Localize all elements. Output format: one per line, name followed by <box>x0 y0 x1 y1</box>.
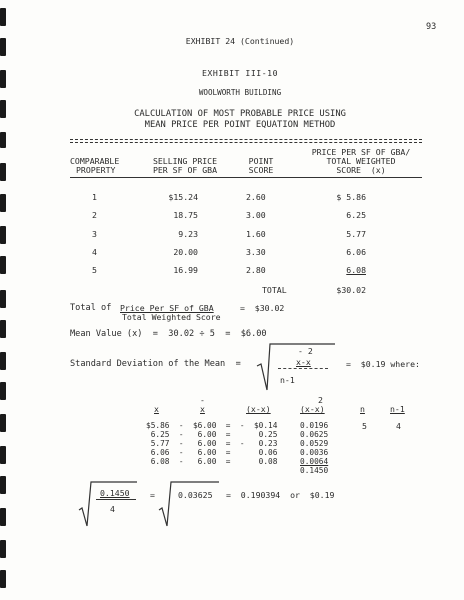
title-line-2: MEAN PRICE PER POINT EQUATION METHOD <box>144 120 336 130</box>
radical-sign-final-2 <box>158 480 220 528</box>
cell-property: 5 <box>92 265 97 275</box>
final-fraction-bar <box>96 499 136 500</box>
binder-mark <box>0 352 6 370</box>
cell-pps: 5.77 <box>346 229 366 239</box>
cell-property: 1 <box>92 192 97 202</box>
header-score: SCORE <box>248 165 274 175</box>
calc-row: 6.06 - 6.00 = 0.06 <box>146 448 278 457</box>
total-of-result: = $30.02 <box>240 303 285 313</box>
cell-price: 20.00 <box>173 247 198 257</box>
calc-sq-value: 0.0529 <box>300 439 329 448</box>
binder-mark <box>0 8 6 26</box>
total-of-numerator: Price Per SF of GBA <box>120 303 214 313</box>
std-dev-denominator: n-1 <box>280 375 295 385</box>
header-comparable: COMPARABLE <box>70 156 120 166</box>
calc-header-x: x <box>154 404 159 414</box>
title-line-1: CALCULATION OF MOST PROBABLE PRICE USING <box>134 109 346 119</box>
table-top-rule <box>70 139 422 140</box>
header-point: POINT <box>248 156 274 166</box>
building-name: WOOLWORTH BUILDING <box>198 88 282 97</box>
cell-price: 9.23 <box>178 229 198 239</box>
header-per-sf: PER SF OF GBA <box>152 165 218 175</box>
calc-sq-value: 0.0196 <box>300 421 329 430</box>
final-numerator: 0.1450 <box>100 488 130 498</box>
std-dev-exponent: - 2 <box>298 346 313 356</box>
binder-mark <box>0 382 6 400</box>
cell-price: 16.99 <box>173 265 198 275</box>
calc-row: $5.86 - $6.00 = - $0.14 <box>146 421 278 430</box>
cell-price: 18.75 <box>173 210 198 220</box>
final-denominator: 4 <box>110 504 115 514</box>
final-result: = 0.190394 or $0.19 <box>226 490 335 500</box>
calc-sq-value: 0.0625 <box>300 430 329 439</box>
binder-mark <box>0 132 6 148</box>
cell-property: 2 <box>92 210 97 220</box>
total-of-prefix: Total of <box>70 303 112 313</box>
calc-header-xbar: x <box>200 404 205 414</box>
calc-header-n1: n-1 <box>390 404 405 414</box>
calc-sq-value: 0.0036 <box>300 448 329 457</box>
binder-mark <box>0 446 6 464</box>
header-property: PROPERTY <box>76 165 116 175</box>
cell-score: 3.00 <box>246 210 266 220</box>
calc-sq-value: 0.0064 <box>300 457 329 466</box>
calc-header-diff-sq-exp: 2 <box>318 395 323 405</box>
header-pps-2: TOTAL WEIGHTED <box>326 156 396 166</box>
cell-score: 1.60 <box>246 229 266 239</box>
calc-row: 6.25 - 6.00 = 0.25 <box>146 430 278 439</box>
total-label: TOTAL <box>262 285 287 295</box>
calc-header-diff-sq: (x-x) <box>300 404 325 414</box>
cell-price: $15.24 <box>168 192 198 202</box>
binder-mark <box>0 100 6 118</box>
final-eq-1: = <box>150 490 155 500</box>
cell-pps: $ 5.86 <box>336 192 366 202</box>
binder-mark <box>0 226 6 244</box>
header-selling-price: SELLING PRICE <box>152 156 218 166</box>
final-sqrt-value: 0.03625 <box>178 490 213 500</box>
calc-row: 5.77 - 6.00 = - 0.23 <box>146 439 278 448</box>
cell-property: 4 <box>92 247 97 257</box>
binder-mark <box>0 508 6 526</box>
binder-mark <box>0 256 6 274</box>
binder-mark <box>0 414 6 432</box>
calc-header-n: n <box>360 404 365 414</box>
cell-pps: 6.08 <box>346 265 366 275</box>
std-dev-label: Standard Deviation of the Mean = <box>70 359 241 369</box>
calc-n1-value: 4 <box>396 421 401 431</box>
binder-mark <box>0 194 6 212</box>
cell-property: 3 <box>92 229 97 239</box>
binder-mark <box>0 70 6 88</box>
std-dev-result: = $0.19 where: <box>346 359 420 369</box>
std-dev-numerator: x-x <box>296 357 311 367</box>
header-pps-3: SCORE (x) <box>336 165 386 175</box>
exhibit-continued: EXHIBIT 24 (Continued) <box>185 36 295 46</box>
total-of-denominator: Total Weighted Score <box>122 312 221 322</box>
binder-mark <box>0 38 6 56</box>
mean-value: Mean Value (x) = 30.02 ÷ 5 = $6.00 <box>70 329 267 339</box>
binder-mark <box>0 290 6 308</box>
cell-pps: 6.06 <box>346 247 366 257</box>
binder-mark <box>0 540 6 558</box>
total-value: $30.02 <box>336 285 366 295</box>
calc-header-xbar-bar: - <box>200 395 205 405</box>
std-dev-fraction-bar <box>278 368 328 369</box>
header-pps-1: PRICE PER SF OF GBA/ <box>311 147 411 157</box>
binder-mark <box>0 320 6 338</box>
table-top-rule-2 <box>70 142 422 143</box>
binder-mark <box>0 476 6 494</box>
cell-score: 2.80 <box>246 265 266 275</box>
calc-sq-total: 0.1450 <box>300 466 329 475</box>
calc-header-diff: (x-x) <box>246 404 271 414</box>
page-number: 93 <box>426 22 437 32</box>
cell-score: 3.30 <box>246 247 266 257</box>
cell-score: 2.60 <box>246 192 266 202</box>
cell-pps: 6.25 <box>346 210 366 220</box>
radical-sign <box>256 342 336 392</box>
binder-mark <box>0 570 6 588</box>
calc-row: 6.08 - 6.00 = 0.08 <box>146 457 278 466</box>
header-rule <box>70 177 422 178</box>
exhibit-id: EXHIBIT III-10 <box>201 68 278 78</box>
binder-mark <box>0 163 6 181</box>
calc-n-value: 5 <box>362 421 367 431</box>
